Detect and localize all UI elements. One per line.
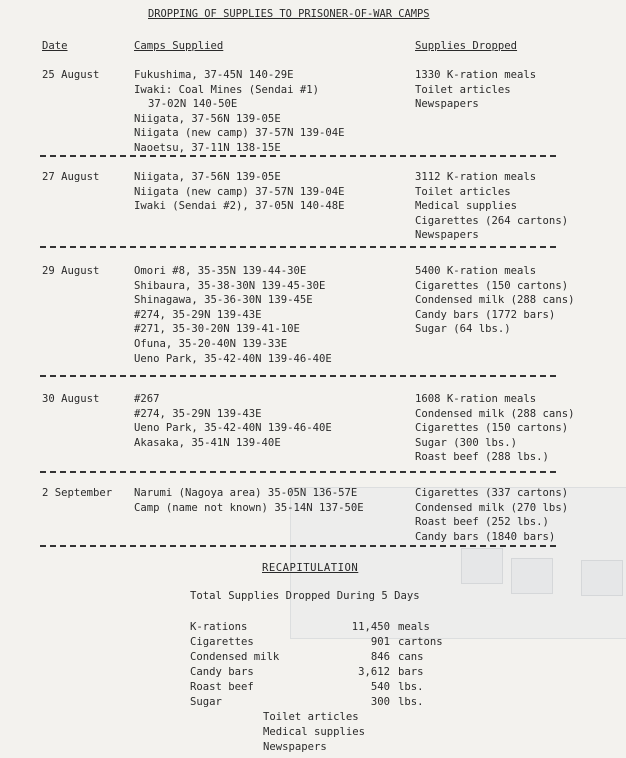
supply-line: Condensed milk (288 cans) <box>415 407 575 420</box>
section-date: 30 August <box>42 393 100 405</box>
document-page: DROPPING OF SUPPLIES TO PRISONER-OF-WAR CAMPS Date Camps Supplied Supplies Dropped 25 August Fukushima, 37-45N 140-29E Iwaki: Coal Mines (Sendai #1) 37-02N 140-50E Niigata, 37-56N 139-05E Niigata (new camp) 37-57N 139-04E Naoetsu, 37-11N 138-15E 1330 K-ration meals Toilet articles Newspapers 27 August Niigata, 37-56N 139-05E Niigata (new camp) 37-57N 139-04E Iwaki (Sendai #2), 37-05N 140-48E 3112 K-ration meals Toilet articles Medical supplies Cigarettes (264 cartons) Newspapers 29 August Omori #8, 35-35N 139-44-30E Shibaura, 35-38-30N 139-45-30E Shinagawa, 35-36-30N 139-45E #274, 35-29N 139-43E #271, 35-30-20N 139-41-10E Ofuna, 35-20-40N 139-33E Ueno Park, 35-42-40N 139-46-40E 5400 K-ration meals Cigarettes (150 cartons) Condensed milk (288 cans) Candy bars (1772 bars) Sugar (64 lbs.) 30 August #267 #274, 35-29N 139-43E Ueno Park, 35-42-40N 139-46-40E Akasaka, 35-41N 139-40E 1608 K-ration meals Condensed milk (288 cans) Cigarettes (150 cartons) Sugar (300 lbs.) Roast beef (288 lbs.) 2 September Narumi (Nagoya area) 35-05N 136-57E Camp (name not known) 35-14N 137-50E Cigarettes (337 cartons) Condensed milk (270 lbs) Roast beef (252 lbs.) Candy bars (1840 bars) RECAPITULATION Total Supplies Dropped During 5 Days K-rations 11,450 meals Cigarettes 901 cartons Condensed milk 846 cans Candy bars 3,612 bars Roast beef 540 lbs. Sugar 300 lbs. Toilet articles Medical supplies Newspapers <box>0 0 626 758</box>
camp-line: #274, 35-29N 139-43E <box>134 308 262 321</box>
camp-line: Iwaki (Sendai #2), 37-05N 140-48E <box>134 200 345 213</box>
header-supplies: Supplies Dropped <box>415 40 518 52</box>
supply-line: 3112 K-ration meals <box>415 171 537 183</box>
supply-line: Cigarettes (150 cartons) <box>415 422 569 435</box>
supply-line: Roast beef (288 lbs.) <box>415 451 549 464</box>
recap-extra: Newspapers <box>263 741 327 753</box>
supply-line: Cigarettes (150 cartons) <box>415 279 569 292</box>
supply-line: 1608 K-ration meals <box>415 393 537 405</box>
camp-line: Shinagawa, 35-36-30N 139-45E <box>134 294 313 307</box>
camp-line: Ueno Park, 35-42-40N 139-46-40E <box>134 422 332 435</box>
supply-line: 1330 K-ration meals <box>415 69 537 81</box>
camps-list <box>134 68 344 156</box>
supply-line: Condensed milk (288 cans) <box>415 294 575 307</box>
camp-line: Niigata, 37-56N 139-05E <box>134 171 281 183</box>
camp-line: Fukushima, 37-45N 140-29E <box>134 69 294 81</box>
section-divider <box>40 246 556 248</box>
camp-line: Camp (name not known) 35-14N 137-50E <box>134 501 364 514</box>
supplies-list <box>415 264 574 337</box>
supply-line: Sugar (300 lbs.) <box>415 436 518 449</box>
camps-list <box>134 486 364 515</box>
camp-line: #271, 35-30-20N 139-41-10E <box>134 323 300 336</box>
recap-extra: Toilet articles <box>263 711 359 723</box>
camps-list <box>134 392 332 450</box>
camp-line: #274, 35-29N 139-43E <box>134 407 262 420</box>
section-divider <box>40 375 556 377</box>
camp-line: Ueno Park, 35-42-40N 139-46-40E <box>134 352 332 365</box>
document-title: DROPPING OF SUPPLIES TO PRISONER-OF-WAR CAMPS <box>148 8 430 20</box>
supplies-list <box>415 170 568 243</box>
camp-line: Narumi (Nagoya area) 35-05N 136-57E <box>134 487 358 499</box>
section-date: 29 August <box>42 265 100 277</box>
supply-line: 5400 K-ration meals <box>415 265 537 277</box>
camp-line: Iwaki: Coal Mines (Sendai #1) <box>134 83 319 96</box>
camps-list <box>134 264 332 366</box>
supplies-list <box>415 486 568 544</box>
section-date: 27 August <box>42 171 100 183</box>
camp-line: 37-02N 140-50E <box>148 98 238 111</box>
supply-line: Newspapers <box>415 98 479 111</box>
camp-line: Shibaura, 35-38-30N 139-45-30E <box>134 279 326 292</box>
supply-line: Medical supplies <box>415 200 518 213</box>
camp-line: Akasaka, 35-41N 139-40E <box>134 436 281 449</box>
supply-line: Cigarettes (337 cartons) <box>415 487 569 499</box>
camp-line: Niigata, 37-56N 139-05E <box>134 112 281 125</box>
supply-line: Newspapers <box>415 229 479 242</box>
supply-line: Toilet articles <box>415 185 511 198</box>
camp-line: Niigata (new camp) 37-57N 139-04E <box>134 185 345 198</box>
section-date: 25 August <box>42 69 100 81</box>
recap-subtitle: Total Supplies Dropped During 5 Days <box>190 590 420 602</box>
recap-title: RECAPITULATION <box>262 562 359 574</box>
camp-line: Ofuna, 35-20-40N 139-33E <box>134 337 288 350</box>
supply-line: Candy bars (1840 bars) <box>415 530 556 543</box>
header-date: Date <box>42 40 68 52</box>
section-divider <box>40 471 556 473</box>
supply-line: Toilet articles <box>415 83 511 96</box>
supplies-list <box>415 392 574 465</box>
recap-extra: Medical supplies <box>263 726 366 738</box>
supply-line: Roast beef (252 lbs.) <box>415 516 549 529</box>
camp-line: #267 <box>134 393 160 405</box>
supply-line: Cigarettes (264 cartons) <box>415 214 569 227</box>
section-divider <box>40 545 556 547</box>
supply-line: Candy bars (1772 bars) <box>415 308 556 321</box>
camp-line: Omori #8, 35-35N 139-44-30E <box>134 265 307 277</box>
supply-line: Sugar (64 lbs.) <box>415 323 511 336</box>
supplies-list <box>415 68 536 112</box>
section-date: 2 September <box>42 487 113 499</box>
camps-list <box>134 170 344 214</box>
supply-line: Condensed milk (270 lbs) <box>415 501 569 514</box>
camp-line: Niigata (new camp) 37-57N 139-04E <box>134 127 345 140</box>
header-camps: Camps Supplied <box>134 40 224 52</box>
section-divider <box>40 155 556 157</box>
camp-line: Naoetsu, 37-11N 138-15E <box>134 141 281 154</box>
